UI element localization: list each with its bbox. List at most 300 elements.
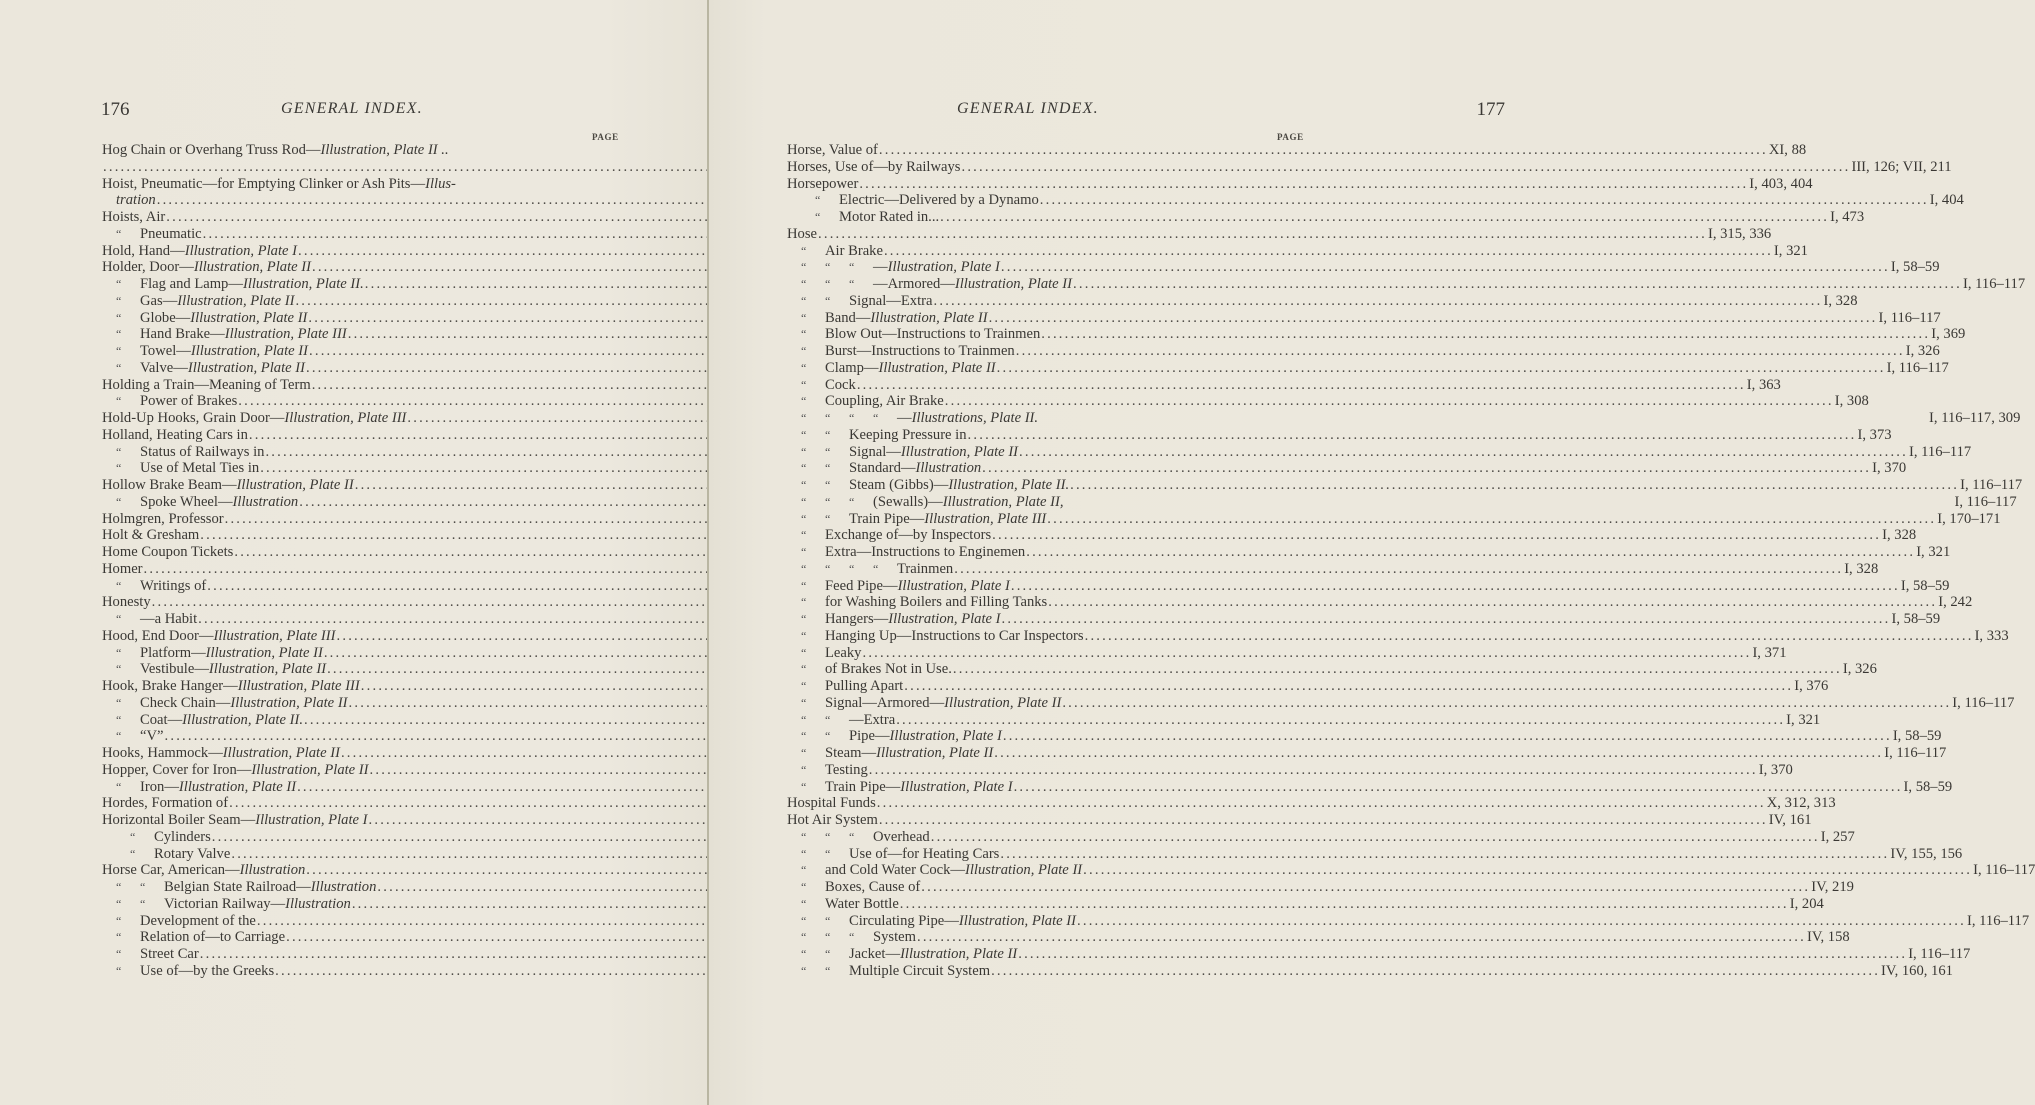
dot-leader xyxy=(859,176,1748,193)
index-entry xyxy=(102,695,624,712)
index-entry xyxy=(102,762,624,779)
dot-leader xyxy=(1040,192,1929,209)
page-reference: I, 404 xyxy=(1929,192,1964,209)
index-entry xyxy=(102,293,624,310)
ditto-mark: “ xyxy=(801,427,807,442)
page-reference: I, 170–171 xyxy=(1937,510,2001,527)
entry-text: “ Burst—Instructions to Trainmen xyxy=(801,343,1015,359)
entry-text: Holding a Train—Meaning of Term xyxy=(102,376,311,393)
ditto-mark: “ xyxy=(801,545,807,559)
ditto-mark: “ xyxy=(116,695,122,710)
dot-leader xyxy=(1062,695,1951,712)
dot-leader xyxy=(1048,594,1937,611)
dot-leader xyxy=(884,243,1773,260)
dot-leader xyxy=(940,209,1829,226)
index-entry xyxy=(787,962,1953,980)
ditto-mark: “ xyxy=(801,779,807,794)
ditto-mark: “ xyxy=(116,612,122,626)
index-entry xyxy=(787,761,1793,779)
entry-text: “ Blow Out—Instructions to Trainmen xyxy=(801,326,1041,343)
dot-leader xyxy=(1026,544,1915,561)
ditto-mark: “ xyxy=(849,829,855,844)
entry-text: Hopper, Cover for Iron—Illustration, Plate II xyxy=(102,761,369,778)
ditto-mark: “ xyxy=(116,444,122,459)
ditto-mark: “ xyxy=(873,561,879,576)
index-entry xyxy=(102,393,624,410)
entry-text: “ “ “ —Illustration, Plate I xyxy=(801,259,1000,276)
entry-text: “ Vestibule—Illustration, Plate II xyxy=(116,661,327,678)
entry-text: “ Status of Railways in xyxy=(116,443,265,460)
ditto-mark: “ xyxy=(116,310,122,325)
index-entry xyxy=(102,578,624,595)
entry-text: “ “ Steam (Gibbs)—Illustration, Plate II. xyxy=(801,477,1070,493)
entry-text: Holland, Heating Cars in xyxy=(102,426,248,443)
ditto-mark: “ xyxy=(116,360,122,375)
ditto-mark: “ xyxy=(801,478,807,492)
ditto-mark: “ xyxy=(801,310,807,325)
entry-text: “ Boxes, Cause of xyxy=(801,879,921,895)
entry-text: “ “ Keeping Pressure in xyxy=(801,426,967,443)
index-entry xyxy=(787,912,2030,930)
page-reference: I, 58–59 xyxy=(1900,577,1950,594)
page-reference: I, 58–59 xyxy=(1903,778,1953,795)
index-entry xyxy=(787,895,1824,913)
index-entry xyxy=(102,494,624,511)
entry-text: “ Steam—Illustration, Plate II xyxy=(801,745,994,761)
page-reference: XI, 88 xyxy=(1768,142,1807,158)
page-reference: I, 116–117 xyxy=(1966,912,2030,929)
page-reference: I, 321 xyxy=(1773,242,1808,259)
entry-text: “ “ “ System xyxy=(801,929,916,946)
entry-text: Horse, Value of xyxy=(787,142,878,158)
index-entry xyxy=(787,745,1947,762)
dot-leader xyxy=(1001,259,1890,276)
entry-text: “ “ “ “ —Illustrations, Plate II. xyxy=(801,410,1039,426)
ditto-mark: “ xyxy=(815,193,821,208)
left-running-head xyxy=(101,99,625,121)
entry-text: Horizontal Boiler Seam—Illustration, Plate I xyxy=(102,812,368,828)
ditto-mark: “ xyxy=(801,377,807,392)
dot-leader xyxy=(1016,343,1905,360)
entry-text: Horses, Use of—by Railways xyxy=(787,158,961,175)
ditto-mark: “ xyxy=(849,277,855,291)
ditto-mark: “ xyxy=(140,880,146,894)
index-entry xyxy=(102,226,624,243)
index-entry xyxy=(102,728,624,745)
ditto-mark: “ xyxy=(801,712,807,727)
index-entry xyxy=(787,544,1951,561)
dot-leader xyxy=(931,829,1820,846)
ditto-mark: “ xyxy=(801,394,807,409)
ditto-mark: “ xyxy=(825,461,831,476)
index-entry xyxy=(102,896,624,913)
index-entry xyxy=(102,913,624,930)
ditto-mark: “ xyxy=(130,829,136,844)
index-entry xyxy=(102,712,624,729)
page-reference: I, 58–59 xyxy=(1890,259,1940,276)
index-entry xyxy=(102,343,624,360)
ditto-mark: “ xyxy=(801,896,807,911)
ditto-mark: “ xyxy=(801,963,807,978)
entry-text: “ Air Brake xyxy=(801,242,883,259)
index-entries-left xyxy=(102,142,624,980)
entry-text: “ Development of the xyxy=(116,912,256,929)
dot-leader xyxy=(954,561,1843,578)
ditto-mark: “ xyxy=(116,277,122,291)
entry-text: “ Platform—Illustration, Plate II xyxy=(116,644,323,661)
index-entry xyxy=(787,410,2021,427)
entry-text: “ “ Signal—Illustration, Plate II xyxy=(801,443,1019,460)
dot-leader xyxy=(869,762,1758,779)
index-entry xyxy=(102,645,624,662)
ditto-mark: “ xyxy=(116,494,122,509)
ditto-mark: “ xyxy=(116,712,122,727)
page-reference: I, 257 xyxy=(1820,828,1855,845)
entry-text: “ “ “ “ Trainmen xyxy=(801,560,954,577)
entry-text: “ of Brakes Not in Use. xyxy=(801,661,952,678)
ditto-mark: “ xyxy=(815,210,821,224)
index-entry xyxy=(102,477,624,494)
ditto-mark: “ xyxy=(825,947,831,961)
entry-text: Hospital Funds xyxy=(787,795,876,812)
ditto-mark: “ xyxy=(873,411,879,425)
ditto-mark: “ xyxy=(801,762,807,777)
page-reference: I, 116–117 xyxy=(1963,276,2026,292)
ditto-mark: “ xyxy=(825,444,831,459)
dot-leader xyxy=(862,645,1751,662)
entry-text: “ Cylinders xyxy=(130,828,211,845)
ditto-mark: “ xyxy=(801,260,807,275)
page-reference: I, 473 xyxy=(1830,209,1865,225)
right-running-head xyxy=(957,99,1505,121)
index-entry xyxy=(102,511,624,528)
entry-text: Hose xyxy=(787,225,817,242)
ditto-mark: “ xyxy=(801,829,807,844)
ditto-mark: “ xyxy=(825,913,831,928)
dot-leader xyxy=(1018,946,1907,963)
entry-text: “ Globe—Illustration, Plate II xyxy=(116,309,308,326)
page-reference: I, 116–117 xyxy=(1960,477,2023,493)
entry-text: “ “ Jacket—Illustration, Plate II xyxy=(801,946,1018,962)
dot-leader xyxy=(968,427,1857,444)
entry-text: “ Leaky xyxy=(801,644,862,661)
ditto-mark: “ xyxy=(801,913,807,928)
dot-leader xyxy=(1047,511,1936,528)
entry-text: Holt & Gresham xyxy=(102,527,200,544)
index-entry xyxy=(102,159,624,176)
index-entry xyxy=(787,477,2023,494)
index-entry xyxy=(787,778,1953,796)
dot-leader xyxy=(857,377,1746,394)
entry-text: “ Water Bottle xyxy=(801,895,899,912)
entry-text: Hook, Brake Hanger—Illustration, Plate III xyxy=(102,678,360,694)
page-number: 176 xyxy=(101,99,130,120)
entry-text: Hooks, Hammock—Illustration, Plate II xyxy=(102,745,340,761)
entry-text: “ Coat—Illustration, Plate II. xyxy=(116,711,303,728)
entry-text: “ “ Belgian State Railroad—Illustration xyxy=(116,879,377,895)
index-entry xyxy=(102,176,624,193)
ditto-mark: “ xyxy=(825,930,831,945)
page-reference: I, 326 xyxy=(1842,661,1877,678)
index-entry xyxy=(102,611,624,628)
page-reference: I, 116–117 xyxy=(1952,694,2015,711)
entry-text: “ Towel—Illustration, Plate II xyxy=(116,343,309,359)
entry-text: “ Motor Rated in... xyxy=(815,209,940,225)
entry-text: “ Relation of—to Carriage xyxy=(116,929,286,946)
entry-text: “ Use of Metal Ties in xyxy=(116,460,260,477)
entry-text: “ “ —Extra xyxy=(801,711,896,728)
entry-text: Hold, Hand—Illustration, Plate I xyxy=(102,242,297,259)
ditto-mark: “ xyxy=(801,695,807,710)
index-entry xyxy=(787,292,1858,310)
entry-text: “ Electric—Delivered by a Dynamo xyxy=(815,192,1039,209)
index-entry xyxy=(787,443,1972,461)
entry-text: “ Clamp—Illustration, Plate II xyxy=(801,359,996,376)
index-entry xyxy=(102,846,624,863)
index-entry xyxy=(787,594,1973,611)
page-reference: I, 315, 336 xyxy=(1707,225,1772,242)
index-entry xyxy=(787,276,2026,293)
index-entry xyxy=(102,444,624,461)
index-entry xyxy=(787,359,1949,377)
entry-text: “ Street Car xyxy=(116,946,199,962)
entry-text: “ Pulling Apart xyxy=(801,678,904,694)
dot-leader xyxy=(1077,913,1966,930)
page-reference: I, 116–117 xyxy=(1973,862,2035,879)
index-entry xyxy=(787,343,1940,360)
index-entry xyxy=(787,611,1941,628)
index-entry xyxy=(787,510,2001,528)
index-entry xyxy=(787,627,2009,645)
index-entry xyxy=(787,426,1892,444)
ditto-mark: “ xyxy=(116,662,122,677)
page-reference: I, 242 xyxy=(1938,594,1973,611)
entry-text: Horsepower xyxy=(787,175,859,192)
page-reference: I, 376 xyxy=(1794,678,1829,694)
entry-text: Hordes, Formation of xyxy=(102,795,229,812)
page-reference: I, 328 xyxy=(1882,527,1917,544)
index-entry xyxy=(102,276,624,293)
ditto-mark: “ xyxy=(801,863,807,878)
ditto-mark: “ xyxy=(825,729,831,744)
ditto-mark: “ xyxy=(801,595,807,610)
index-entry xyxy=(102,862,624,879)
index-entry xyxy=(102,377,624,394)
page-reference: I, 116–117 xyxy=(1884,745,1947,761)
ditto-mark: “ xyxy=(801,729,807,744)
ditto-mark: “ xyxy=(801,662,807,677)
page-reference: I, 373 xyxy=(1857,426,1892,443)
index-entry xyxy=(102,326,624,343)
entry-text: “ Train Pipe—Illustration, Plate I xyxy=(801,778,1013,795)
entry-text: “ Band—Illustration, Plate II xyxy=(801,309,988,326)
entry-text: Holder, Door—Illustration, Plate II xyxy=(102,259,311,276)
ditto-mark: “ xyxy=(116,729,122,744)
ditto-mark: “ xyxy=(116,913,122,928)
page-reference: IV, 160, 161 xyxy=(1881,962,1953,979)
ditto-mark: “ xyxy=(116,293,122,308)
index-entry xyxy=(102,594,624,611)
ditto-mark: “ xyxy=(130,846,136,861)
dot-leader xyxy=(921,879,1810,896)
dot-leader xyxy=(879,142,1768,159)
entry-text: “ Signal—Armored—Illustration, Plate II xyxy=(801,694,1062,711)
page-number: 177 xyxy=(1476,99,1505,120)
entry-text: “ Flag and Lamp—Illustration, Plate II. xyxy=(116,276,364,292)
page-reference: I, 116–117 xyxy=(1878,309,1941,326)
index-entry xyxy=(787,560,1879,578)
page-reference: IV, 155, 156 xyxy=(1890,845,1963,862)
index-entry xyxy=(787,493,2017,511)
index-entry xyxy=(102,192,624,209)
ditto-mark: “ xyxy=(825,277,831,291)
page-reference: I, 363 xyxy=(1746,376,1781,393)
ditto-mark: “ xyxy=(116,461,122,476)
page-reference: I, 58–59 xyxy=(1892,728,1942,745)
entry-text: Hoist, Pneumatic—for Emptying Clinker or Ash Pits—Illus- xyxy=(102,175,456,192)
entry-text: Hold-Up Hooks, Grain Door—Illustration, Plate III xyxy=(102,410,407,426)
page-reference: I, 58–59 xyxy=(1891,611,1941,627)
ditto-mark: “ xyxy=(116,963,122,978)
ditto-mark: “ xyxy=(825,427,831,442)
entry-text: “ Iron—Illustration, Plate II xyxy=(116,778,297,795)
ditto-mark: “ xyxy=(801,645,807,660)
entry-text: “ Coupling, Air Brake xyxy=(801,393,944,410)
dot-leader xyxy=(1003,728,1892,745)
ditto-mark: “ xyxy=(825,846,831,861)
dot-leader xyxy=(1002,611,1891,628)
entry-text: “ “ Multiple Circuit System xyxy=(801,962,991,979)
ditto-mark: “ xyxy=(801,411,807,425)
entry-text: “ Hand Brake—Illustration, Plate III xyxy=(116,326,347,343)
entry-text: “ Feed Pipe—Illustration, Plate I xyxy=(801,577,1010,594)
entry-text: Holmgren, Professor xyxy=(102,510,224,527)
ditto-mark: “ xyxy=(801,511,807,526)
index-entry xyxy=(787,142,1807,159)
dot-leader xyxy=(1041,326,1930,343)
entry-text: “ Spoke Wheel—Illustration xyxy=(116,493,299,510)
entry-text: “ —a Habit xyxy=(116,611,198,627)
ditto-mark: “ xyxy=(801,360,807,375)
ditto-mark: “ xyxy=(116,578,122,593)
page-reference: I, 370 xyxy=(1872,460,1907,477)
entry-text: Hood, End Door—Illustration, Plate III xyxy=(102,627,336,644)
ditto-mark: “ xyxy=(801,243,807,258)
ditto-mark: “ xyxy=(801,947,807,961)
entry-text: “ Hangers—Illustration, Plate I xyxy=(801,611,1001,627)
index-entry xyxy=(102,310,624,327)
ditto-mark: “ xyxy=(849,561,855,576)
index-entry xyxy=(102,561,624,578)
ditto-mark: “ xyxy=(116,327,122,342)
page-reference: I, 116–117, 309 xyxy=(1929,410,2021,426)
entry-text: Hoists, Air xyxy=(102,209,166,225)
entry-text: “ Power of Brakes xyxy=(116,393,238,410)
page-reference: I, 328 xyxy=(1844,560,1879,577)
index-entries-right xyxy=(787,142,2035,980)
right-page xyxy=(709,0,2035,1105)
index-entry xyxy=(102,427,624,444)
entry-text: Hog Chain or Overhang Truss Rod—Illustration, Plate II .. xyxy=(102,142,449,158)
page-reference: I, 116–117 xyxy=(1908,946,1971,962)
ditto-mark: “ xyxy=(849,494,855,509)
index-entry xyxy=(102,544,624,561)
entry-text: “ “ Circulating Pipe—Illustration, Plate II xyxy=(801,912,1077,929)
index-entry xyxy=(787,711,1821,729)
entry-text: “ “ “ Overhead xyxy=(801,828,930,845)
index-entry xyxy=(102,779,624,796)
entry-text: Home Coupon Tickets xyxy=(102,544,234,560)
index-entry xyxy=(787,929,1850,946)
ditto-mark: “ xyxy=(825,829,831,844)
ditto-mark: “ xyxy=(849,930,855,945)
entry-text: “ Check Chain—Illustration, Plate II xyxy=(116,694,348,711)
page-reference: I, 328 xyxy=(1823,292,1858,309)
entry-text: Homer xyxy=(102,560,143,577)
entry-text: Honesty xyxy=(102,594,151,611)
ditto-mark: “ xyxy=(801,679,807,693)
entry-text: “ Gas—Illustration, Plate II xyxy=(116,292,295,309)
ditto-mark: “ xyxy=(801,880,807,894)
index-entry xyxy=(102,745,624,762)
index-entry xyxy=(787,192,1964,209)
page-reference: IV, 158 xyxy=(1806,929,1850,946)
index-entry xyxy=(787,946,1971,963)
entry-text: Hollow Brake Beam—Illustration, Plate II xyxy=(102,477,354,493)
index-entry xyxy=(102,628,624,645)
running-head-title: GENERAL INDEX. xyxy=(281,100,423,117)
index-entry xyxy=(787,209,1865,226)
page-reference: I, 116–117 xyxy=(1886,359,1949,376)
entry-text: “ for Washing Boilers and Filling Tanks xyxy=(801,594,1048,611)
index-entry xyxy=(102,460,624,477)
dot-leader xyxy=(992,527,1881,544)
dot-leader xyxy=(1083,862,1972,879)
index-entry xyxy=(787,259,1940,276)
index-entry xyxy=(102,879,624,896)
page-reference: III, 126; VII, 211 xyxy=(1851,158,1952,175)
ditto-mark: “ xyxy=(825,712,831,727)
index-entry xyxy=(787,795,1836,812)
index-entry xyxy=(787,376,1781,394)
page-column-label: PAGE xyxy=(1277,132,1304,142)
ditto-mark: “ xyxy=(116,226,122,241)
page-reference: I, 116–117 xyxy=(1909,443,1972,460)
page-reference: IV, 219 xyxy=(1811,879,1854,895)
ditto-mark: “ xyxy=(825,511,831,526)
dot-leader xyxy=(945,393,1834,410)
ditto-mark: “ xyxy=(801,612,807,626)
index-entry xyxy=(102,360,624,377)
index-entry xyxy=(102,795,624,812)
entry-text: “ Hanging Up—Instructions to Car Inspectors xyxy=(801,627,1084,644)
entry-text: “ Exchange of—by Inspectors xyxy=(801,527,992,544)
dot-leader xyxy=(904,678,1793,695)
dot-leader xyxy=(1085,628,1974,645)
ditto-mark: “ xyxy=(116,394,122,409)
index-entry xyxy=(787,728,1942,745)
page-reference: I, 321 xyxy=(1786,711,1821,728)
entry-text: Hot Air System xyxy=(787,812,878,828)
index-entry xyxy=(102,929,624,946)
index-entry xyxy=(787,393,1869,410)
dot-leader xyxy=(818,226,1707,243)
entry-text: “ “ Pipe—Illustration, Plate I xyxy=(801,728,1002,745)
dot-leader xyxy=(953,661,1842,678)
ditto-mark: “ xyxy=(849,411,855,425)
index-entry xyxy=(787,661,1877,678)
page-reference: I, 333 xyxy=(1974,627,2009,644)
